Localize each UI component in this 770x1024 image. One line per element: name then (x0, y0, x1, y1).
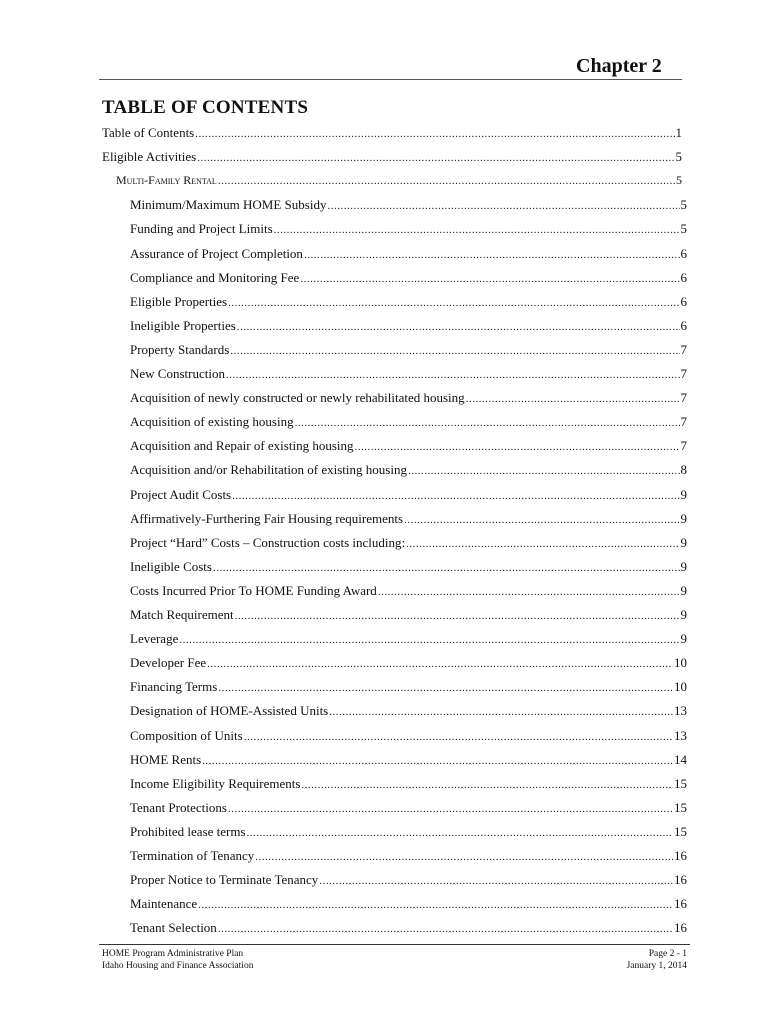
toc-entry-label: Compliance and Monitoring Fee (130, 269, 300, 285)
toc-entry-page: 5 (675, 149, 682, 165)
toc-entry[interactable] (130, 511, 687, 531)
toc-entry-page: 10 (674, 655, 687, 671)
toc-entry[interactable] (130, 414, 687, 434)
toc-entry-page: 10 (674, 679, 687, 695)
toc-entry-page: 16 (674, 848, 687, 863)
toc-entry[interactable] (130, 438, 687, 458)
toc-leader-dots (213, 562, 680, 574)
toc-leader-dots (179, 634, 679, 646)
toc-entry[interactable] (130, 462, 687, 482)
footer-date: January 1, 2014 (626, 961, 687, 971)
toc-entry-label: Assurance of Project Completion (130, 245, 303, 261)
toc-entry[interactable] (130, 920, 687, 940)
toc-entry[interactable] (130, 752, 687, 772)
toc-leader-dots (218, 923, 673, 935)
toc-entry-label: Developer Fee (130, 655, 207, 671)
toc-entry-label: Proper Notice to Terminate Tenancy (130, 872, 319, 888)
toc-entry-page: 7 (680, 438, 687, 454)
toc-entry-page: 9 (680, 607, 687, 622)
toc-entry[interactable] (130, 318, 687, 338)
toc-leader-dots (195, 128, 674, 140)
toc-entry-label: Acquisition and/or Rehabilitation of existing housing (130, 462, 407, 478)
toc-leader-dots (406, 538, 679, 550)
toc-entry-page: 6 (680, 317, 687, 333)
toc-leader-dots (244, 731, 673, 743)
toc-entry-page: 15 (674, 799, 687, 815)
toc-entry-page: 6 (680, 269, 687, 285)
toc-entry[interactable] (130, 703, 687, 723)
toc-entry-label: Prohibited lease terms (130, 823, 246, 839)
toc-leader-dots (230, 345, 679, 357)
toc-entry-label: Costs Incurred Prior To HOME Funding Award (130, 582, 377, 598)
toc-entry-page: 16 (674, 920, 687, 936)
toc-entry-label: Ineligible Costs (130, 558, 212, 574)
toc-entry[interactable] (130, 631, 687, 651)
footer-left (102, 948, 253, 972)
toc-entry[interactable] (130, 848, 687, 868)
toc-entry-label: Tenant Protections (130, 799, 227, 815)
footer-right (627, 948, 687, 972)
toc-entry-page: 5 (680, 197, 687, 213)
footer-rule (99, 944, 690, 945)
toc-entry-page: 7 (680, 341, 687, 357)
toc-leader-dots (300, 273, 679, 285)
toc-entry-label: Maintenance (130, 896, 198, 912)
toc-leader-dots (274, 224, 680, 236)
toc-entry-page: 15 (674, 823, 687, 839)
toc-leader-dots (207, 658, 673, 670)
toc-entry-page: 8 (680, 462, 687, 478)
toc-entry-page: 9 (680, 558, 687, 574)
toc-leader-dots (232, 490, 679, 502)
toc-leader-dots (228, 803, 673, 815)
toc-entry[interactable] (130, 197, 687, 217)
toc-entry-label: New Construction (130, 366, 225, 381)
footer-document-title: HOME Program Administrative Plan (102, 949, 244, 959)
toc-entry[interactable] (130, 294, 687, 314)
toc-entry[interactable] (130, 246, 687, 266)
footer-organization: Idaho Housing and Finance Association (102, 961, 254, 971)
toc-entry-label: Acquisition of existing housing (130, 414, 294, 430)
toc-entry-page: 16 (674, 896, 687, 912)
toc-entry[interactable] (130, 583, 687, 603)
toc-leader-dots (327, 200, 679, 212)
toc-entry[interactable] (130, 655, 687, 675)
toc-leader-dots (378, 586, 680, 598)
toc-leader-dots (304, 249, 680, 261)
toc-entry-page: 6 (680, 245, 687, 261)
toc-entry-label: Property Standards (130, 341, 230, 357)
toc-entry[interactable] (130, 872, 687, 892)
toc-entry-label: Multi-Family Rental (116, 173, 217, 188)
toc-entry-label: Match Requirement (130, 607, 234, 622)
toc-leader-dots (237, 321, 680, 333)
toc-entry[interactable] (130, 487, 687, 507)
toc-entry-label: Leverage (130, 631, 179, 647)
toc-entry-page: 15 (674, 775, 687, 791)
toc-leader-dots (202, 755, 673, 767)
toc-entry-page: 13 (674, 703, 687, 719)
toc-entry[interactable] (130, 728, 687, 748)
toc-entry-page: 14 (674, 751, 687, 767)
toc-leader-dots (295, 417, 680, 429)
toc-leader-dots (218, 682, 673, 694)
toc-entry-page: 9 (680, 486, 687, 502)
toc-entry-page: 9 (680, 510, 687, 526)
toc-entry-page: 16 (674, 872, 687, 888)
toc-leader-dots (255, 851, 673, 863)
toc-leader-dots (301, 779, 673, 791)
toc-leader-dots (197, 152, 674, 164)
toc-entry-label: Minimum/Maximum HOME Subsidy (130, 197, 327, 213)
toc-entry-label: Eligible Properties (130, 293, 228, 309)
toc-entry-label: Funding and Project Limits (130, 221, 273, 237)
toc-title: TABLE OF CONTENTS (102, 97, 309, 118)
toc-leader-dots (329, 706, 673, 718)
toc-entry-page: 7 (680, 366, 687, 381)
toc-leader-dots (218, 175, 675, 187)
toc-entry-label: Eligible Activities (102, 149, 197, 165)
toc-entry[interactable] (130, 896, 687, 916)
toc-entry-label: Designation of HOME-Assisted Units (130, 703, 329, 719)
toc-entry[interactable] (130, 824, 687, 844)
toc-entry[interactable] (116, 173, 682, 193)
toc-leader-dots (235, 610, 680, 622)
footer-page-number: Page 2 - 1 (648, 949, 687, 959)
toc-leader-dots (355, 441, 680, 453)
toc-entry-label: Project “Hard” Costs – Construction costs including: (130, 534, 406, 550)
toc-entry-page: 9 (680, 534, 687, 550)
toc-entry-label: Termination of Tenancy (130, 848, 255, 863)
toc-entry[interactable] (130, 800, 687, 820)
toc-entry-page: 7 (680, 390, 687, 406)
toc-entry[interactable] (130, 390, 687, 410)
toc-entry-page: 9 (680, 582, 687, 598)
toc-entry-label: Financing Terms (130, 679, 218, 695)
toc-entry[interactable] (130, 679, 687, 699)
header-rule (99, 79, 682, 80)
toc-entry-label: Affirmatively-Furthering Fair Housing requirements (130, 510, 404, 526)
toc-entry-label: Table of Contents (102, 125, 195, 140)
toc-entry[interactable] (130, 776, 687, 796)
toc-entry-label: Ineligible Properties (130, 317, 236, 333)
toc-entry[interactable] (130, 366, 687, 386)
toc-entry-page: 5 (680, 221, 687, 237)
toc-leader-dots (198, 899, 673, 911)
toc-entry-label: Project Audit Costs (130, 486, 232, 502)
toc-entry[interactable] (130, 221, 687, 241)
toc-leader-dots (404, 514, 679, 526)
toc-entry-page: 13 (674, 727, 687, 743)
toc-entry[interactable] (130, 607, 687, 627)
toc-leader-dots (466, 393, 680, 405)
toc-entry-page: 9 (680, 631, 687, 647)
toc-leader-dots (247, 827, 673, 839)
toc-entry[interactable] (102, 149, 682, 169)
toc-entry[interactable] (130, 559, 687, 579)
toc-entry-page: 6 (680, 293, 687, 309)
toc-entry-page: 5 (676, 173, 682, 188)
toc-leader-dots (319, 875, 673, 887)
toc-entry-page: 1 (675, 125, 682, 140)
toc-leader-dots (226, 369, 680, 381)
toc-entry[interactable] (130, 270, 687, 290)
toc-leader-dots (228, 297, 679, 309)
toc-entry[interactable] (130, 342, 687, 362)
toc-entry-label: Tenant Selection (130, 920, 217, 936)
toc-entry-label: Income Eligibility Requirements (130, 775, 301, 791)
toc-entry-label: Acquisition of newly constructed or newly rehabilitated housing (130, 390, 465, 406)
toc-entry[interactable] (102, 125, 682, 145)
toc-entry-label: Composition of Units (130, 727, 243, 743)
toc-entry-label: Acquisition and Repair of existing housing (130, 438, 354, 454)
chapter-heading: Chapter 2 (576, 55, 662, 77)
toc-entry[interactable] (130, 535, 687, 555)
toc-entry-label: HOME Rents (130, 751, 202, 767)
toc-entry-page: 7 (680, 414, 687, 430)
toc-leader-dots (408, 465, 680, 477)
